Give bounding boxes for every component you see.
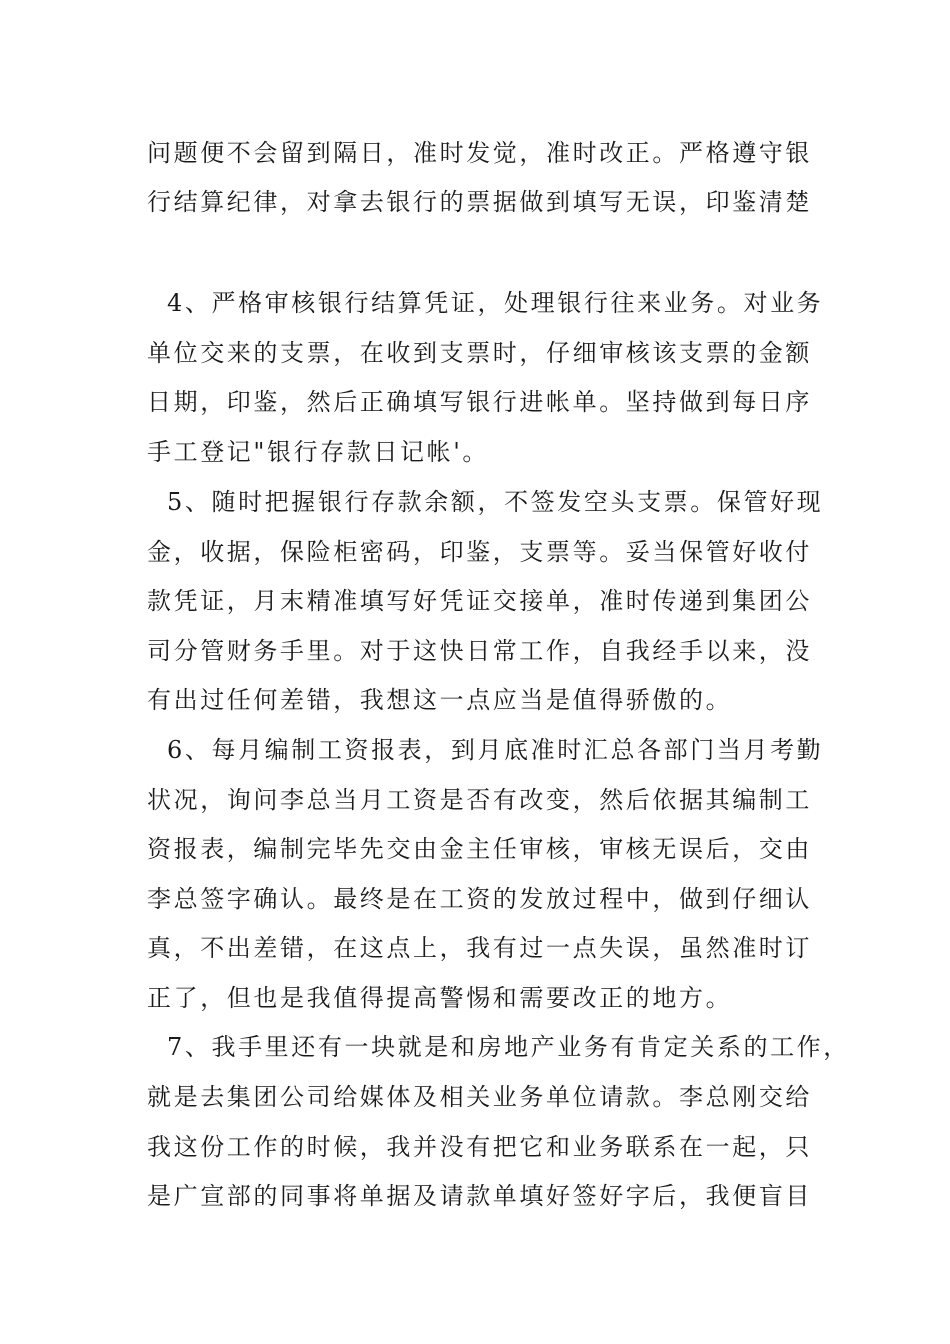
text-line: 正了，但也是我值得提高警惕和需要改正的地方。 bbox=[147, 984, 733, 1012]
text-line: 7、我手里还有一块就是和房地产业务有肯定关系的工作， bbox=[167, 1033, 850, 1061]
text-line: 是广宣部的同事将单据及请款单填好签好字后，我便盲目 bbox=[147, 1182, 812, 1210]
text-line: 就是去集团公司给媒体及相关业务单位请款。李总刚交给 bbox=[147, 1083, 812, 1111]
text-line: 6、每月编制工资报表，到月底准时汇总各部门当月考勤 bbox=[167, 736, 824, 764]
text-line: 资报表，编制完毕先交由金主任审核，审核无误后，交由 bbox=[147, 835, 812, 863]
text-line: 行结算纪律，对拿去银行的票据做到填写无误，印鉴清楚 bbox=[147, 188, 812, 216]
text-line: 日期，印鉴，然后正确填写银行进帐单。坚持做到每日序 bbox=[147, 388, 812, 416]
text-line: 手工登记"银行存款日记帐'。 bbox=[147, 438, 490, 466]
text-line: 问题便不会留到隔日，准时发觉，准时改正。严格遵守银 bbox=[147, 139, 812, 167]
text-line: 状况，询问李总当月工资是否有改变，然后依据其编制工 bbox=[147, 786, 812, 814]
text-line: 有出过任何差错，我想这一点应当是值得骄傲的。 bbox=[147, 686, 733, 714]
text-line: 我这份工作的时候，我并没有把它和业务联系在一起，只 bbox=[147, 1133, 812, 1161]
text-line: 5、随时把握银行存款余额，不签发空头支票。保管好现 bbox=[167, 488, 824, 516]
text-line: 款凭证，月末精准填写好凭证交接单，准时传递到集团公 bbox=[147, 587, 812, 615]
text-line: 李总签字确认。最终是在工资的发放过程中，做到仔细认 bbox=[147, 885, 812, 913]
text-line: 4、严格审核银行结算凭证，处理银行往来业务。对业务 bbox=[167, 289, 824, 317]
text-line: 司分管财务手里。对于这快日常工作，自我经手以来，没 bbox=[147, 637, 812, 665]
text-line: 金，收据，保险柜密码，印鉴，支票等。妥当保管好收付 bbox=[147, 538, 812, 566]
text-line: 单位交来的支票，在收到支票时，仔细审核该支票的金额 bbox=[147, 339, 812, 367]
text-line: 真，不出差错，在这点上，我有过一点失误，虽然准时订 bbox=[147, 934, 812, 962]
